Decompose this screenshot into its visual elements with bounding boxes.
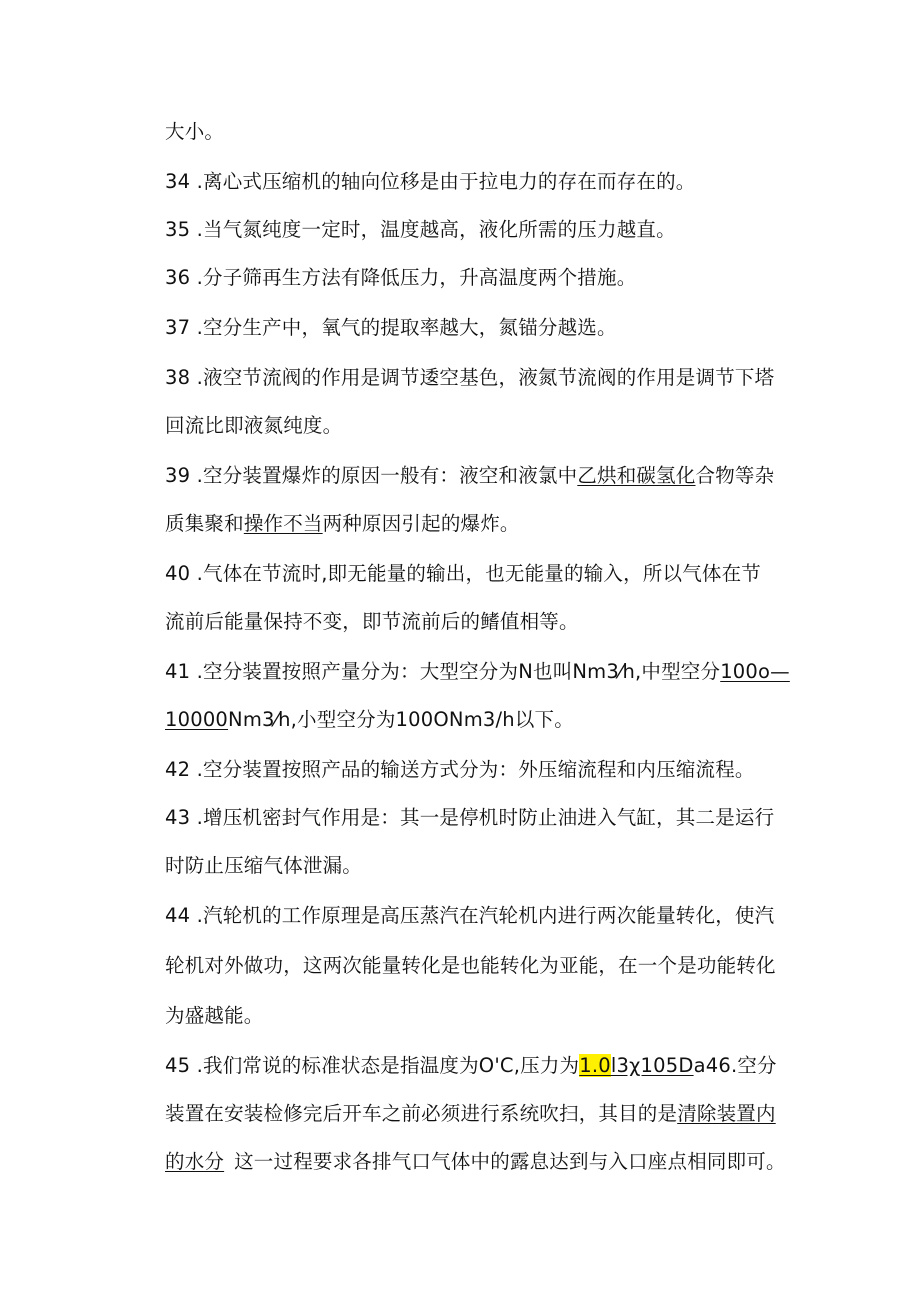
- text-line: 38 .液空节流阀的作用是调节逶空基色，液氮节流阀的作用是调节下塔: [165, 366, 775, 389]
- underlined-text: 乙烘和碳氢化: [577, 464, 696, 487]
- underlined-text: 操作不当: [243, 512, 323, 535]
- highlighted-text: 1.0: [579, 1054, 611, 1077]
- text-line: [165, 708, 574, 732]
- text-segment: 这一过程要求各排气口气体中的露息达到与入口座点相同即可。: [234, 1150, 786, 1173]
- text-segment: 39 .空分装置爆炸的原因一般有：液空和液氯中: [165, 464, 578, 487]
- text-line: [165, 1102, 776, 1126]
- text-segment: 装置在安装检修完后开车之前必须进行系统吹扫，其目的是: [165, 1102, 678, 1125]
- text-line: [165, 1054, 777, 1078]
- underlined-text: 10000: [165, 708, 229, 731]
- underlined-text: 的水分: [165, 1150, 225, 1173]
- text-line: 大小。: [165, 120, 225, 143]
- text-line: 37 .空分生产中，氧气的提取率越大，氮锚分越选。: [165, 316, 617, 339]
- text-line: 回流比即液氮纯度。: [165, 414, 343, 437]
- underlined-text: 100o—: [720, 660, 790, 683]
- text-segment: 合物等杂: [695, 464, 775, 487]
- text-segment: 质集聚和: [165, 512, 244, 535]
- text-segment: 两种原因引起的爆炸。: [322, 512, 520, 535]
- text-line: 时防止压缩气体泄漏。: [165, 854, 363, 877]
- text-segment: Nm3⁄h,小型空分为100ONm3/h以下。: [228, 708, 574, 731]
- text-line: 44 .汽轮机的工作原理是高压蒸汽在汽轮机内进行两次能量转化，使汽: [165, 904, 775, 927]
- underlined-text: 清除装置内: [677, 1102, 776, 1125]
- text-line: 40 .气体在节流时,即无能量的输出，也无能量的输入，所以气体在节: [165, 562, 762, 585]
- text-segment: 41 .空分装置按照产量分为：大型空分为N也叫Nm3⁄h,中型空分: [165, 660, 721, 683]
- text-segment: a46.空分: [693, 1054, 777, 1077]
- text-line: [165, 660, 790, 684]
- text-line: [165, 1150, 786, 1174]
- text-line: [165, 464, 774, 488]
- text-line: [165, 512, 520, 536]
- text-line: 36 .分子筛再生方法有降低压力，升高温度两个措施。: [165, 266, 637, 289]
- underlined-text: l3χ105D: [610, 1054, 694, 1077]
- text-segment: 45 .我们常说的标准状态是指温度为O'C,压力为: [165, 1054, 580, 1077]
- text-line: 流前后能量保持不变，即节流前后的鳍值相等。: [165, 610, 579, 633]
- text-line: 34 .离心式压缩机的轴向位移是由于拉电力的存在而存在的。: [165, 170, 696, 193]
- text-line: 42 .空分装置按照产品的输送方式分为：外压缩流程和内压缩流程。: [165, 758, 755, 781]
- text-line: 轮机对外做功，这两次能量转化是也能转化为亚能，在一个是功能转化: [165, 954, 776, 977]
- text-line: 43 .增压机密封气作用是：其一是停机时防止油进入气缸，其二是运行: [165, 806, 775, 829]
- text-line: 为盛越能。: [165, 1004, 264, 1027]
- text-line: 35 .当气氮纯度一定时，温度越高，液化所需的压力越直。: [165, 218, 676, 241]
